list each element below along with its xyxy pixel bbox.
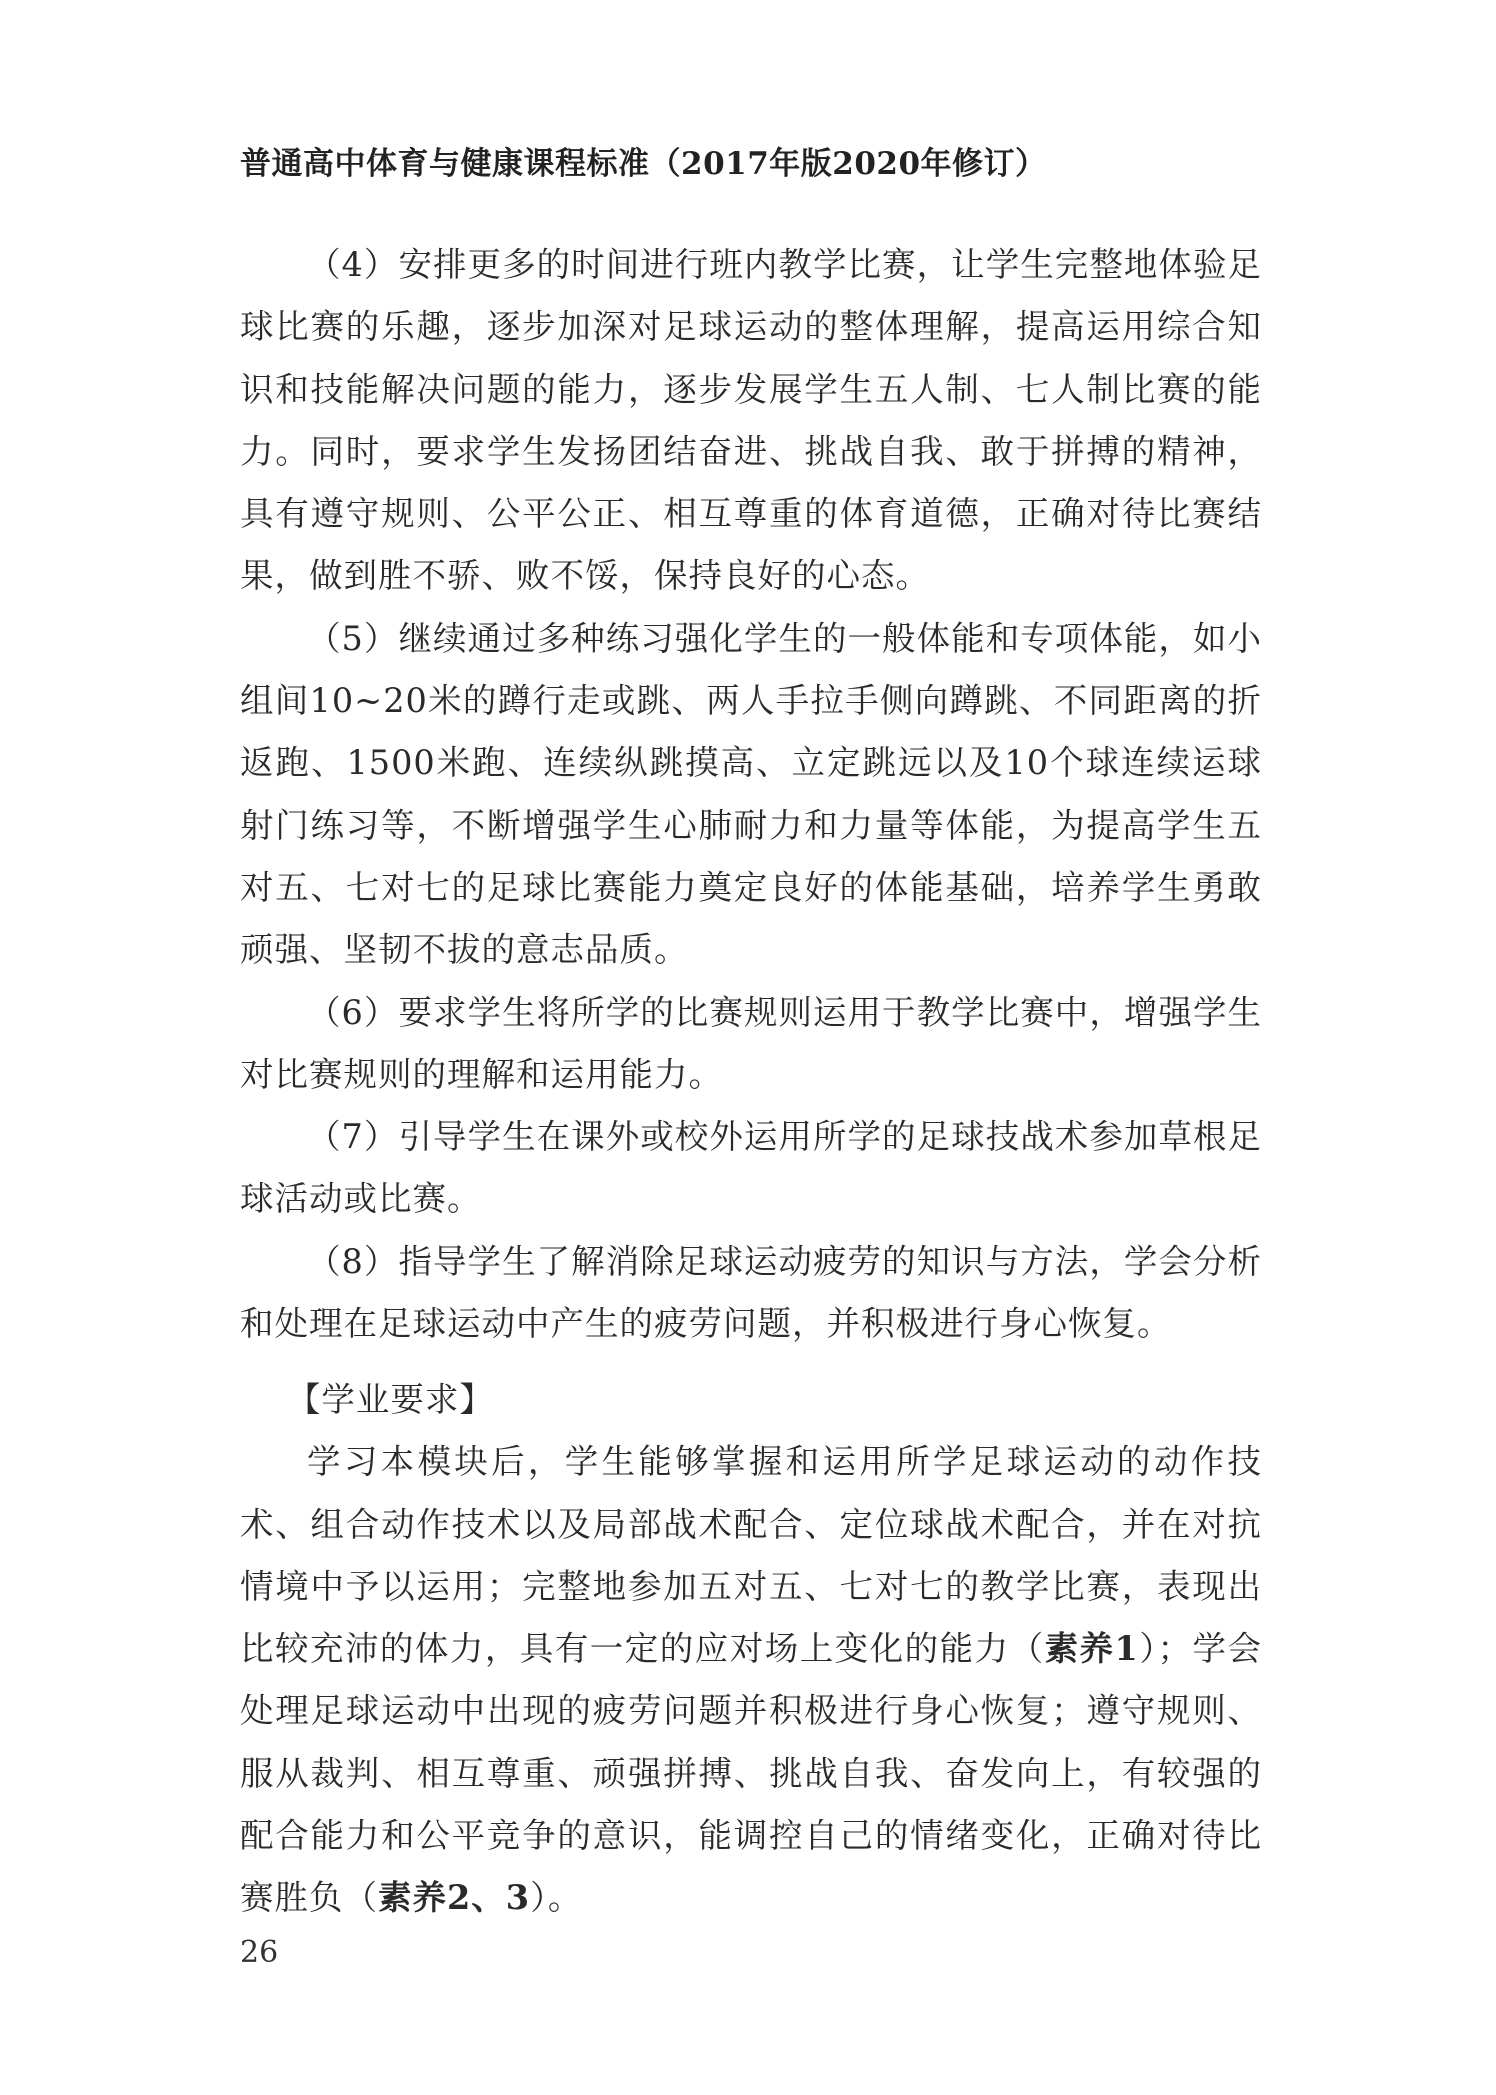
running-header: 普通高中体育与健康课程标准（2017年版2020年修订） (240, 146, 1047, 182)
requirements-text-part-2: ）；学会处理足球运动中出现的疲劳问题并积极进行身心恢复；遵守规则、服从裁判、相互尊重、顽强拼搏、挑战自我、奋发向上，有较强的配合能力和公平竞争的意识，能调控自己的情绪变化，正确对待比赛胜负（ (240, 1629, 1263, 1918)
section-heading: 【学业要求】 (286, 1380, 494, 1419)
requirements-text-part-1: 学习本模块后，学生能够掌握和运用所学足球运动的动作技术、组合动作技术以及局部战术配合、定位球战术配合，并在对抗情境中予以运用；完整地参加五对五、七对七的教学比赛，表现出比较充沛的体力，具有一定的应对场上变化的能力（ (240, 1442, 1262, 1669)
paragraph-6: （6）要求学生将所学的比赛规则运用于教学比赛中，增强学生对比赛规则的理解和运用能力。 (240, 992, 1262, 1094)
literacy-reference-1: 素养1 (1044, 1629, 1139, 1669)
page-number: 26 (240, 1935, 279, 1970)
literacy-reference-2-3: 素养2、3 (378, 1878, 531, 1918)
academic-requirements-paragraph (240, 1431, 1262, 1929)
academic-requirements-section (240, 1369, 1262, 1930)
paragraph-8: （8）指导学生了解消除足球运动疲劳的知识与方法，学会分析和处理在足球运动中产生的疲劳问题，并积极进行身心恢复。 (240, 1241, 1262, 1344)
paragraph-5: （5）继续通过多种练习强化学生的一般体能和专项体能，如小组间10~20米的蹲行走或跳、两人手拉手侧向蹲跳、不同距离的折返跑、1500米跑、连续纵跳摸高、立定跳远以及10个球连续运球射门练习等，不断增强学生心肺耐力和力量等体能，为提高学生五对五、七对七的足球比赛能力奠定良好的体能基础，培养学生勇敢顽强、坚韧不拔的意志品质。 (240, 618, 1262, 970)
paragraph-4: （4）安排更多的时间进行班内教学比赛，让学生完整地体验足球比赛的乐趣，逐步加深对足球运动的整体理解，提高运用综合知识和技能解决问题的能力，逐步发展学生五人制、七人制比赛的能力。同时，要求学生发扬团结奋进、挑战自我、敢于拼搏的精神，具有遵守规则、公平公正、相互尊重的体育道德，正确对待比赛结果，做到胜不骄、败不馁，保持良好的心态。 (240, 245, 1262, 596)
teaching-suggestions (240, 234, 1262, 1355)
requirements-text-part-3: ）。 (530, 1878, 583, 1918)
paragraph-7: （7）引导学生在课外或校外运用所学的足球技战术参加草根足球活动或比赛。 (240, 1117, 1262, 1219)
